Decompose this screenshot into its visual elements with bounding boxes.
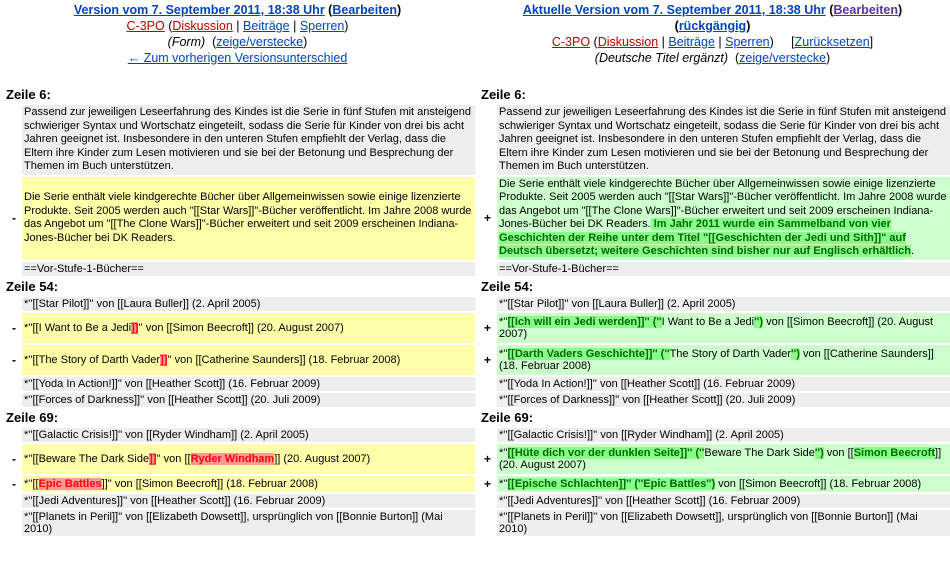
context-cell: *''[[Galactic Crisis!]]'' von [[Ryder Windham]] (2. April 2005) — [497, 428, 950, 442]
added-highlight: Simon Beecroft — [853, 446, 936, 459]
deleted-highlight: Epic Battles — [38, 477, 102, 490]
added-highlight: '') — [814, 446, 824, 459]
diff-change-row — [4, 177, 950, 260]
diff-context-row — [4, 494, 950, 508]
diff-context-row — [4, 393, 950, 407]
deleted-text: '' von [[Catherine Saunders]] (18. Februar 2008) — [167, 353, 401, 366]
current-block-link[interactable]: Sperren — [725, 35, 770, 49]
added-text: *'' — [499, 477, 508, 490]
added-text: *'' — [499, 315, 508, 328]
deleted-cell — [22, 345, 475, 375]
added-text: von [[Simon Beecroft]] (20. August 2007) — [499, 315, 934, 340]
minus-marker: - — [12, 211, 16, 225]
old-revision-header: Version vom 7. September 2011, 18:38 Uhr (Bearbeiten) C-3PO (Diskussion | Beiträge | Sperren) (Form) (zeige/verstecke) ← Zum vorherigen Versionsunterschied — [73, 3, 402, 65]
current-revision-header: Aktuelle Version vom 7. September 2011, 18:38 Uhr (Bearbeiten) (rückgängig) C-3PO (Diskussion | Beiträge | Sperren) [Zurücksetzen] (Deutsche Titel ergänzt) (zeige/verstecke) — [522, 3, 903, 65]
diff-change-row — [4, 345, 950, 375]
context-cell: *''[[Jedi Adventures]]'' von [[Heather Scott]] (16. Februar 2009) — [22, 494, 475, 508]
context-cell: *''[[Galactic Crisis!]]'' von [[Ryder Windham]] (2. April 2005) — [22, 428, 475, 442]
added-cell — [497, 476, 950, 492]
deleted-text: *''[[Beware The Dark Side — [24, 452, 150, 465]
context-cell: *''[[Planets in Peril]]'' von [[Elizabeth Dowsett]], ursprünglich von [[Bonnie Burton]] (Mai 2010) — [22, 510, 475, 536]
diff-table — [0, 84, 950, 538]
plus-marker: + — [484, 211, 492, 225]
current-edit-link[interactable]: Bearbeiten — [833, 3, 898, 17]
old-lineno: Zeile 54: — [6, 278, 59, 294]
old-lineno: Zeile 6: — [6, 87, 51, 102]
current-talk-link[interactable]: Diskussion — [597, 35, 659, 49]
deleted-highlight: Ryder Windham — [190, 452, 275, 465]
deleted-cell — [22, 313, 475, 343]
deleted-text: '' von [[ — [156, 452, 191, 465]
current-contribs-link[interactable]: Beiträge — [668, 35, 715, 49]
added-highlight: [[Hüte dich vor der dunklen Seite]]'' ('' — [507, 446, 705, 459]
context-cell: *''[[Planets in Peril]]'' von [[Elizabeth Dowsett]], ursprünglich von [[Bonnie Burton]] (Mai 2010) — [497, 510, 950, 536]
previous-diff-link[interactable]: ← Zum vorherigen Versionsunterschied — [127, 51, 348, 65]
context-cell: *''[[Star Pilot]]'' von [[Laura Buller]] (2. April 2005) — [22, 297, 475, 311]
plus-marker: + — [484, 451, 492, 466]
added-text: ]] (20. August 2007) — [499, 446, 942, 471]
minus-marker: - — [12, 320, 16, 335]
context-cell: *''[[Forces of Darkness]]'' von [[Heather Scott]] (20. Juli 2009) — [22, 393, 475, 407]
current-edit-summary: (Deutsche Titel ergänzt) — [594, 51, 729, 65]
diff-change-row — [4, 313, 950, 343]
current-user-link[interactable]: C-3PO — [551, 35, 591, 49]
old-edit-link[interactable]: Bearbeiten — [332, 3, 397, 17]
minus-marker: - — [12, 352, 16, 367]
diff-lineno-row — [4, 409, 950, 426]
added-text: Beware The Dark Side — [704, 446, 815, 459]
old-lineno: Zeile 69: — [6, 409, 59, 425]
context-cell: *''[[Star Pilot]]'' von [[Laura Buller]] (2. April 2005) — [497, 297, 950, 311]
deleted-text: *''[[ — [24, 477, 39, 490]
added-text: von [[Simon Beecroft]] (18. Februar 2008) — [715, 477, 922, 490]
context-cell: Passend zur jeweiligen Leseerfahrung des Kindes ist die Serie in fünf Stufen mit ansteigend schwieriger Syntax und Wortschatz eingeteilt, sodass die Serie für Kinder von drei bis acht Jahren geeignet ist. Insbesondere in den unteren Stufen empfiehlt der Verlag, dass die Eltern ihre Kinder zum Lesen motivieren und sie bei der Betonung und Besprechung der Themen im Buch unterstützen. — [497, 105, 950, 175]
new-lineno: Zeile 6: — [481, 87, 526, 102]
deleted-text: ]]'' von [[Simon Beecroft]] (18. Februar 2008) — [101, 477, 318, 490]
old-toggle-link[interactable]: zeige/verstecke — [216, 35, 304, 49]
old-block-link[interactable]: Sperren — [299, 19, 345, 33]
plus-marker: + — [484, 352, 492, 367]
deleted-text: '' von [[Simon Beecroft]] (20. August 2007) — [138, 321, 344, 334]
deleted-highlight: ]] — [160, 353, 168, 366]
old-contribs-link[interactable]: Beiträge — [243, 19, 290, 33]
deleted-cell — [22, 444, 475, 474]
context-cell: ==Vor-Stufe-1-Bücher== — [22, 262, 475, 276]
added-text: von [[ — [823, 446, 854, 459]
undo-link[interactable]: rückgängig — [678, 19, 747, 33]
added-highlight: Im Jahr 2011 wurde ein Sammelband von vier Geschichten der Reihe unter dem Titel "[[Geschichten der Jedi und Sith]]" auf Deutsch übersetzt; weitere Geschichten sind bisher nur auf Englisch erhältlich — [499, 218, 911, 257]
context-cell: *''[[Yoda In Action!]]'' von [[Heather Scott]] (16. Februar 2009) — [497, 377, 950, 391]
context-cell: Passend zur jeweiligen Leseerfahrung des Kindes ist die Serie in fünf Stufen mit ansteigend schwieriger Syntax und Wortschatz eingeteilt, sodass die Serie für Kinder von drei bis acht Jahren geeignet ist. Insbesondere in den unteren Stufen empfiehlt der Verlag, dass die Eltern ihre Kinder zum Lesen motivieren und sie bei der Betonung und Besprechung der Themen im Buch unterstützen. — [22, 105, 475, 175]
context-cell: *''[[Forces of Darkness]]'' von [[Heather Scott]] (20. Juli 2009) — [497, 393, 950, 407]
rollback-link[interactable]: Zurücksetzen — [794, 35, 870, 49]
new-lineno: Zeile 54: — [481, 278, 534, 294]
context-cell: ==Vor-Stufe-1-Bücher== — [497, 262, 950, 276]
added-text: I Want to Be a Jedi — [661, 315, 755, 328]
plus-marker: + — [484, 320, 492, 335]
added-highlight: [[Darth Vaders Geschichte]]'' ('' — [507, 347, 670, 360]
deleted-highlight: ]] — [131, 321, 139, 334]
added-highlight: [[Epische Schlachten]]'' (''Epic Battles'') — [507, 477, 716, 490]
current-toggle-link[interactable]: zeige/verstecke — [739, 51, 827, 65]
old-user-link[interactable]: C-3PO — [126, 19, 165, 33]
old-edit-summary: (Form) — [167, 35, 206, 49]
diff-context-row — [4, 377, 950, 391]
diff-context-row — [4, 297, 950, 311]
diff-context-row — [4, 105, 950, 175]
added-text: . — [911, 245, 915, 257]
diff-context-row — [4, 428, 950, 442]
added-text: The Story of Darth Vader — [669, 347, 792, 360]
diff-lineno-row — [4, 278, 950, 295]
deleted-text: *''[[I Want to Be a Jedi — [24, 321, 132, 334]
deleted-text: ]] (20. August 2007) — [274, 452, 371, 465]
added-text: von [[Catherine Saunders]] (18. Februar 2008) — [499, 347, 934, 372]
added-cell — [497, 177, 950, 260]
diff-context-row — [4, 262, 950, 276]
minus-marker: - — [12, 476, 16, 491]
added-text: Die Serie enthält viele kindgerechte Bücher über Allgemeinwissen sowie einige lizenzierte Produkte. Seit 2005 werden auch "[[Star Wars]]"-Bücher veröffentlicht. Im Jahre 2008 wurde das Angebot um "[[The Clone Wars]]"-Bücher erweitert und seit 2009 erscheinen Indiana-Jones-Bücher bei DK Readers. — [499, 177, 947, 230]
deleted-cell — [22, 476, 475, 492]
diff-change-row — [4, 444, 950, 474]
new-lineno: Zeile 69: — [481, 409, 534, 425]
diff-context-row — [4, 510, 950, 536]
deleted-text: *''[[The Story of Darth Vader — [24, 353, 161, 366]
minus-marker: - — [12, 451, 16, 466]
added-text: *'' — [499, 446, 508, 459]
added-cell — [497, 444, 950, 474]
old-talk-link[interactable]: Diskussion — [172, 19, 233, 33]
deleted-highlight: ]] — [149, 452, 157, 465]
added-cell — [497, 345, 950, 375]
deleted-cell: Die Serie enthält viele kindgerechte Bücher über Allgemeinwissen sowie einige lizenzierte Produkte. Seit 2005 werden auch "[[Star Wars]]"-Bücher veröffentlicht. Im Jahre 2008 wurde das Angebot um "[[The Clone Wars]]"-Bücher erweitert und seit 2009 erscheinen Indiana-Jones-Bücher bei DK Readers. — [22, 177, 475, 260]
context-cell: *''[[Yoda In Action!]]'' von [[Heather Scott]] (16. Februar 2009) — [22, 377, 475, 391]
context-cell: *''[[Jedi Adventures]]'' von [[Heather Scott]] (16. Februar 2009) — [497, 494, 950, 508]
added-cell — [497, 313, 950, 343]
diff-change-row — [4, 476, 950, 492]
added-highlight: [[Ich will ein Jedi werden]]'' ('' — [507, 315, 662, 328]
added-text: *'' — [499, 347, 508, 360]
current-revision-link[interactable]: Aktuelle Version vom 7. September 2011, 18:38 Uhr — [522, 3, 826, 17]
old-revision-link[interactable]: Version vom 7. September 2011, 18:38 Uhr — [73, 3, 325, 17]
added-highlight: '') — [791, 347, 800, 360]
plus-marker: + — [484, 476, 492, 491]
diff-lineno-row — [4, 86, 950, 103]
added-highlight: '') — [754, 315, 764, 328]
